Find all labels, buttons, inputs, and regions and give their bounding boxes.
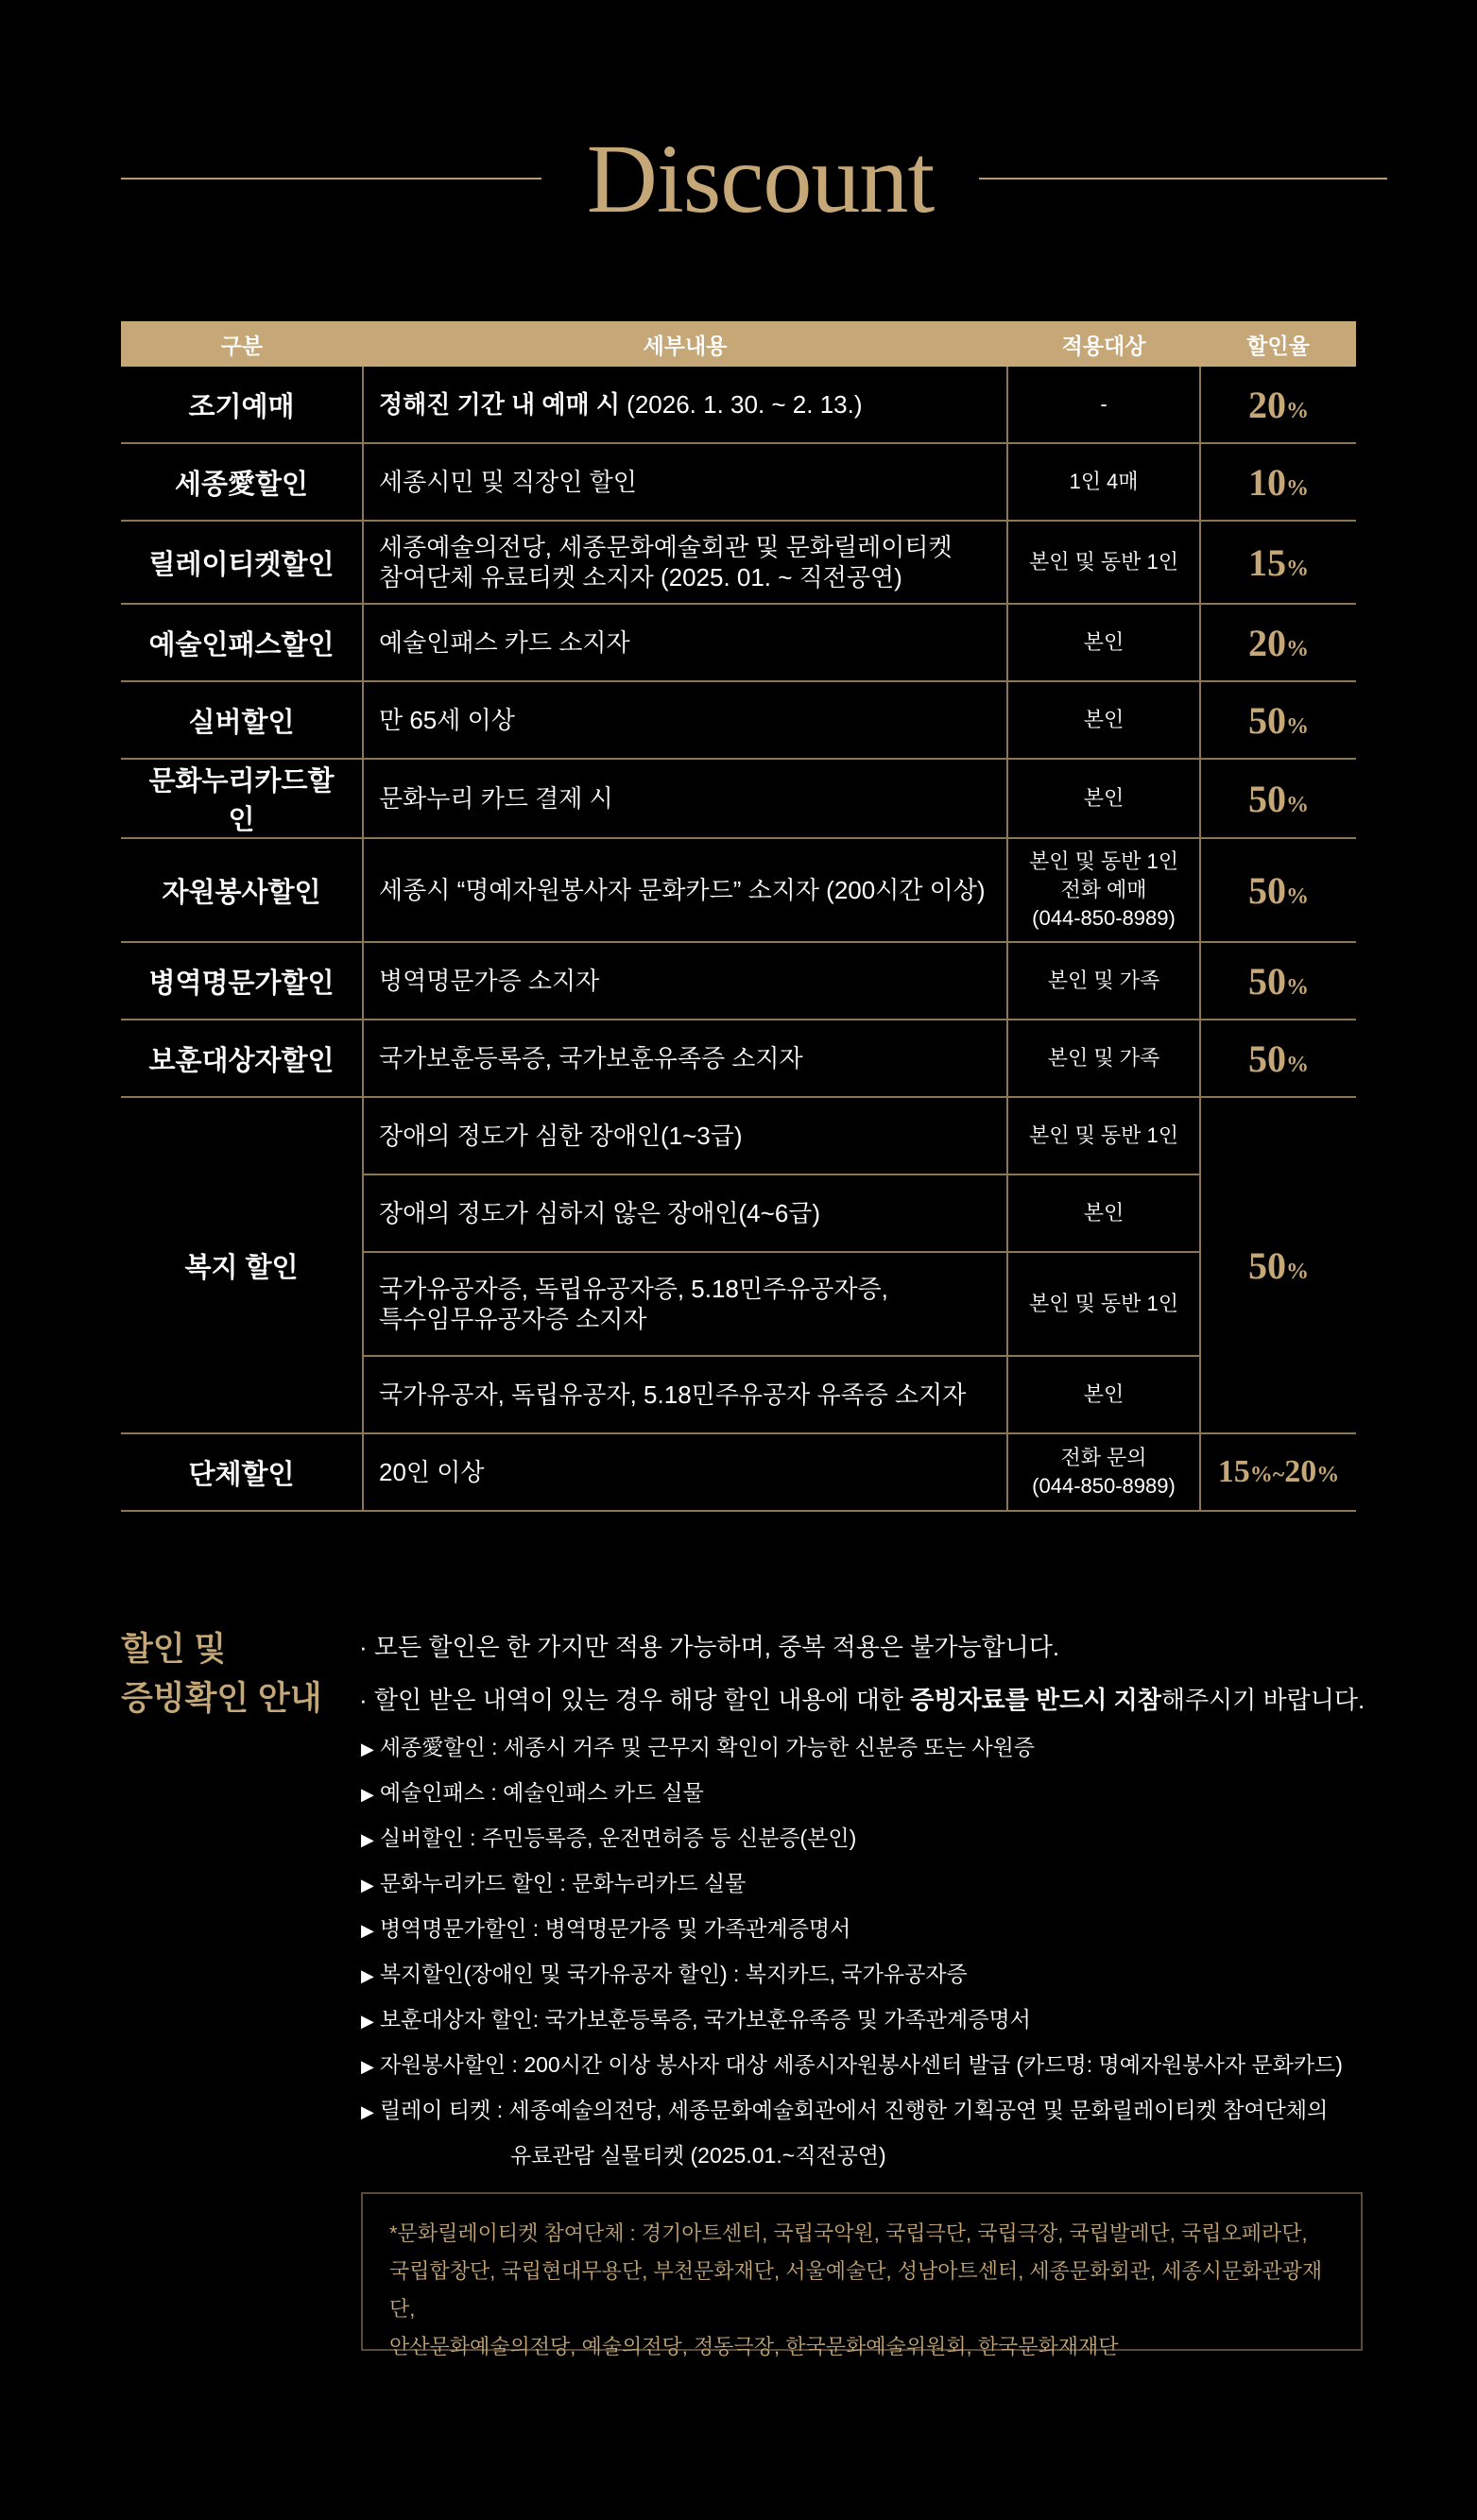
table-row (121, 759, 1356, 838)
proof-text: 보훈대상자 할인: 국가보훈등록증, 국가보훈유족증 및 가족관계증명서 (379, 2007, 1031, 2031)
rate-cell (1200, 443, 1356, 521)
detail-cell: 국가보훈등록증, 국가보훈유족증 소지자 (363, 1020, 1007, 1097)
title-section (121, 123, 1387, 236)
box-line: 안산문화예술의전당, 예술의전당, 정동극장, 한국문화예술위원회, 한국문화재재단 (389, 2335, 1119, 2358)
box-line: *문화릴레이티켓 참여단체 : 경기아트센터, 국립국악원, 국립극단, 국립극장, 국립발레단, 국립오페라단, (389, 2221, 1308, 2245)
table-row (121, 838, 1356, 942)
category-cell: 실버할인 (121, 681, 363, 759)
table-row (121, 521, 1356, 604)
target-cell: 본인 (1007, 604, 1200, 681)
rate-unit: % (1286, 713, 1309, 739)
target-line: 본인 및 동반 1인 (1028, 849, 1179, 873)
target-line: 전화 예매 (1060, 878, 1147, 901)
rate-cell (1200, 521, 1356, 604)
rate-value: 15 (1217, 1454, 1250, 1489)
proof-item (361, 2088, 1372, 2134)
notice-item (359, 1620, 1370, 1673)
header-detail: 세부내용 (363, 321, 1007, 367)
table-row (121, 1020, 1356, 1097)
category-cell: 복지 할인 (121, 1097, 363, 1433)
detail-cell: 병역명문가증 소지자 (363, 942, 1007, 1020)
detail-cell: 국가유공자, 독립유공자, 5.18민주유공자 유족증 소지자 (363, 1356, 1007, 1433)
rate-value: 10 (1248, 460, 1286, 504)
detail-cell: 예술인패스 카드 소지자 (363, 604, 1007, 681)
table-row (121, 1433, 1356, 1511)
table-row (121, 367, 1356, 443)
arrow-icon: ▶ (361, 2012, 374, 2031)
detail-cell: 세종시 “명예자원봉사자 문화카드” 소지자 (200시간 이상) (363, 838, 1007, 942)
category-cell: 조기예매 (121, 367, 363, 443)
arrow-icon: ▶ (361, 1785, 374, 1804)
rate-cell (1200, 1020, 1356, 1097)
notice-bold-text: 증빙자료를 반드시 지참 (910, 1686, 1161, 1714)
proof-text: 자원봉사할인 : 200시간 이상 봉사자 대상 세종시자원봉사센터 발급 (카드명: 명예자원봉사자 문화카드) (379, 2052, 1343, 2077)
detail-cell: 20인 이상 (363, 1433, 1007, 1511)
notice-title (121, 1625, 322, 1723)
rate-cell (1200, 759, 1356, 838)
detail-cell: 문화누리 카드 결제 시 (363, 759, 1007, 838)
rate-unit: % (1286, 1052, 1309, 1077)
rate-cell (1200, 942, 1356, 1020)
rate-unit: % (1286, 475, 1309, 501)
relay-ticket-members-box (361, 2192, 1363, 2358)
proof-text: 세종愛할인 : 세종시 거주 및 근무지 확인이 가능한 신분증 또는 사원증 (379, 1735, 1036, 1759)
rate-unit: % (1286, 792, 1309, 817)
target-cell: 본인 (1007, 759, 1200, 838)
rate-unit: % (1249, 1463, 1273, 1487)
target-cell: 본인 (1007, 681, 1200, 759)
detail-cell (363, 1252, 1007, 1356)
category-cell: 문화누리카드할인 (121, 759, 363, 838)
target-cell: 본인 및 동반 1인 (1007, 1097, 1200, 1174)
rate-cell (1200, 367, 1356, 443)
detail-cell: 만 65세 이상 (363, 681, 1007, 759)
notice-list (359, 1620, 1370, 1726)
notice-title-line: 할인 및 (121, 1631, 227, 1668)
target-line: 전화 문의 (1060, 1446, 1147, 1469)
detail-line: 세종예술의전당, 세종문화예술회관 및 문화릴레이티켓 (379, 533, 953, 561)
notice-item (359, 1673, 1370, 1726)
category-cell: 보훈대상자할인 (121, 1020, 363, 1097)
target-cell (1007, 1433, 1200, 1511)
table-row (121, 443, 1356, 521)
target-cell: 본인 및 동반 1인 (1007, 521, 1200, 604)
proof-text: 복지할인(장애인 및 국가유공자 할인) : 복지카드, 국가유공자증 (379, 1962, 968, 1986)
detail-cell (363, 521, 1007, 604)
proof-text: 문화누리카드 할인 : 문화누리카드 실물 (379, 1871, 747, 1895)
proof-item (361, 1725, 1372, 1771)
target-cell: 1인 4매 (1007, 443, 1200, 521)
target-line: (044-850-8989) (1032, 906, 1176, 930)
proof-text: 릴레이 티켓 : 세종예술의전당, 세종문화예술회관에서 진행한 기획공연 및 문화릴레이티켓 참여단체의 (379, 2098, 1329, 2122)
category-cell: 단체할인 (121, 1433, 363, 1511)
arrow-icon: ▶ (361, 1830, 374, 1849)
rate-unit: % (1286, 1259, 1309, 1284)
box-line: 국립합창단, 국립현대무용단, 부천문화재단, 서울예술단, 성남아트센터, 세종문화회관, 세종시문화관광재단, (389, 2259, 1323, 2321)
rate-unit: % (1286, 883, 1309, 909)
category-cell: 릴레이티켓할인 (121, 521, 363, 604)
proof-item (361, 1861, 1372, 1907)
category-cell: 병역명문가할인 (121, 942, 363, 1020)
proof-text: 실버할인 : 주민등록증, 운전면허증 등 신분증(본인) (379, 1826, 857, 1850)
target-line: (044-850-8989) (1032, 1474, 1176, 1498)
rate-value: 20 (1248, 621, 1286, 664)
header-target: 적용대상 (1007, 321, 1200, 367)
rate-unit: % (1286, 974, 1309, 1000)
detail-bold-text: 정해진 기간 내 예매 시 (379, 390, 620, 419)
proof-item (361, 1952, 1372, 1997)
rate-unit: % (1286, 556, 1309, 581)
arrow-icon: ▶ (361, 1966, 374, 1985)
category-cell: 자원봉사할인 (121, 838, 363, 942)
proof-item (361, 1771, 1372, 1816)
arrow-icon: ▶ (361, 2057, 374, 2076)
rate-cell (1200, 681, 1356, 759)
rate-value: 50 (1248, 1037, 1286, 1080)
title-divider-left (121, 178, 541, 180)
arrow-icon: ▶ (361, 1876, 374, 1894)
table-row (121, 1097, 1356, 1174)
target-cell: 본인 및 가족 (1007, 942, 1200, 1020)
notice-text: 해주시기 바랍니다. (1160, 1686, 1365, 1714)
proof-list (361, 1725, 1372, 2177)
notice-text: · 모든 할인은 한 가지만 적용 가능하며, 중복 적용은 불가능합니다. (359, 1633, 1060, 1661)
proof-item (361, 1816, 1372, 1861)
rate-value: 20 (1284, 1454, 1317, 1489)
detail-line: 국가유공자증, 독립유공자증, 5.18민주유공자증, (379, 1275, 888, 1303)
category-cell: 예술인패스할인 (121, 604, 363, 681)
rate-value: 15 (1248, 540, 1286, 584)
arrow-icon: ▶ (361, 1921, 374, 1940)
rate-unit: % (1286, 636, 1309, 661)
detail-cell: 장애의 정도가 심하지 않은 장애인(4~6급) (363, 1174, 1007, 1252)
target-cell: - (1007, 367, 1200, 443)
target-cell: 본인 (1007, 1174, 1200, 1252)
rate-cell (1200, 1097, 1356, 1433)
rate-value: 50 (1248, 1243, 1286, 1287)
notice-text: · 할인 받은 내역이 있는 경우 해당 할인 내용에 대한 (359, 1686, 911, 1714)
table-row (121, 604, 1356, 681)
category-cell: 세종愛할인 (121, 443, 363, 521)
rate-value: 50 (1248, 868, 1286, 912)
rate-unit: % (1316, 1463, 1340, 1487)
rate-value: 50 (1248, 777, 1286, 820)
proof-item (361, 1907, 1372, 1952)
detail-line: 참여단체 유료티켓 소지자 (2025. 01. ~ 직전공연) (379, 563, 902, 591)
rate-cell (1200, 604, 1356, 681)
discount-table (121, 321, 1356, 1512)
rate-cell (1200, 838, 1356, 942)
rate-value: 50 (1248, 959, 1286, 1003)
notice-title-line: 증빙확인 안내 (121, 1680, 322, 1717)
arrow-icon: ▶ (361, 1740, 374, 1758)
detail-line: 특수임무유공자증 소지자 (379, 1305, 647, 1333)
proof-item (361, 2043, 1372, 2088)
detail-cell (363, 367, 1007, 443)
proof-text: 예술인패스 : 예술인패스 카드 실물 (379, 1780, 704, 1805)
proof-text: 병역명문가할인 : 병역명문가증 및 가족관계증명서 (379, 1916, 851, 1941)
detail-text: (2026. 1. 30. ~ 2. 13.) (619, 390, 863, 419)
detail-cell: 장애의 정도가 심한 장애인(1~3급) (363, 1097, 1007, 1174)
table-header-row (121, 321, 1356, 367)
rate-value: 20 (1248, 383, 1286, 426)
table-row (121, 942, 1356, 1020)
header-rate: 할인율 (1200, 321, 1356, 367)
proof-item-continued: 유료관람 실물티켓 (2025.01.~직전공연) (510, 2143, 886, 2168)
rate-unit: % (1286, 398, 1309, 423)
detail-cell: 세종시민 및 직장인 할인 (363, 443, 1007, 521)
rate-value: 50 (1248, 698, 1286, 742)
table-row (121, 681, 1356, 759)
proof-item (361, 1997, 1372, 2043)
rate-separator: ~ (1272, 1463, 1285, 1487)
target-cell: 본인 (1007, 1356, 1200, 1433)
header-category: 구분 (121, 321, 363, 367)
target-cell (1007, 838, 1200, 942)
target-cell: 본인 및 가족 (1007, 1020, 1200, 1097)
target-cell: 본인 및 동반 1인 (1007, 1252, 1200, 1356)
title-divider-right (979, 178, 1387, 180)
rate-cell (1200, 1433, 1356, 1511)
page-title: Discount (586, 125, 935, 233)
arrow-icon: ▶ (361, 2102, 374, 2121)
